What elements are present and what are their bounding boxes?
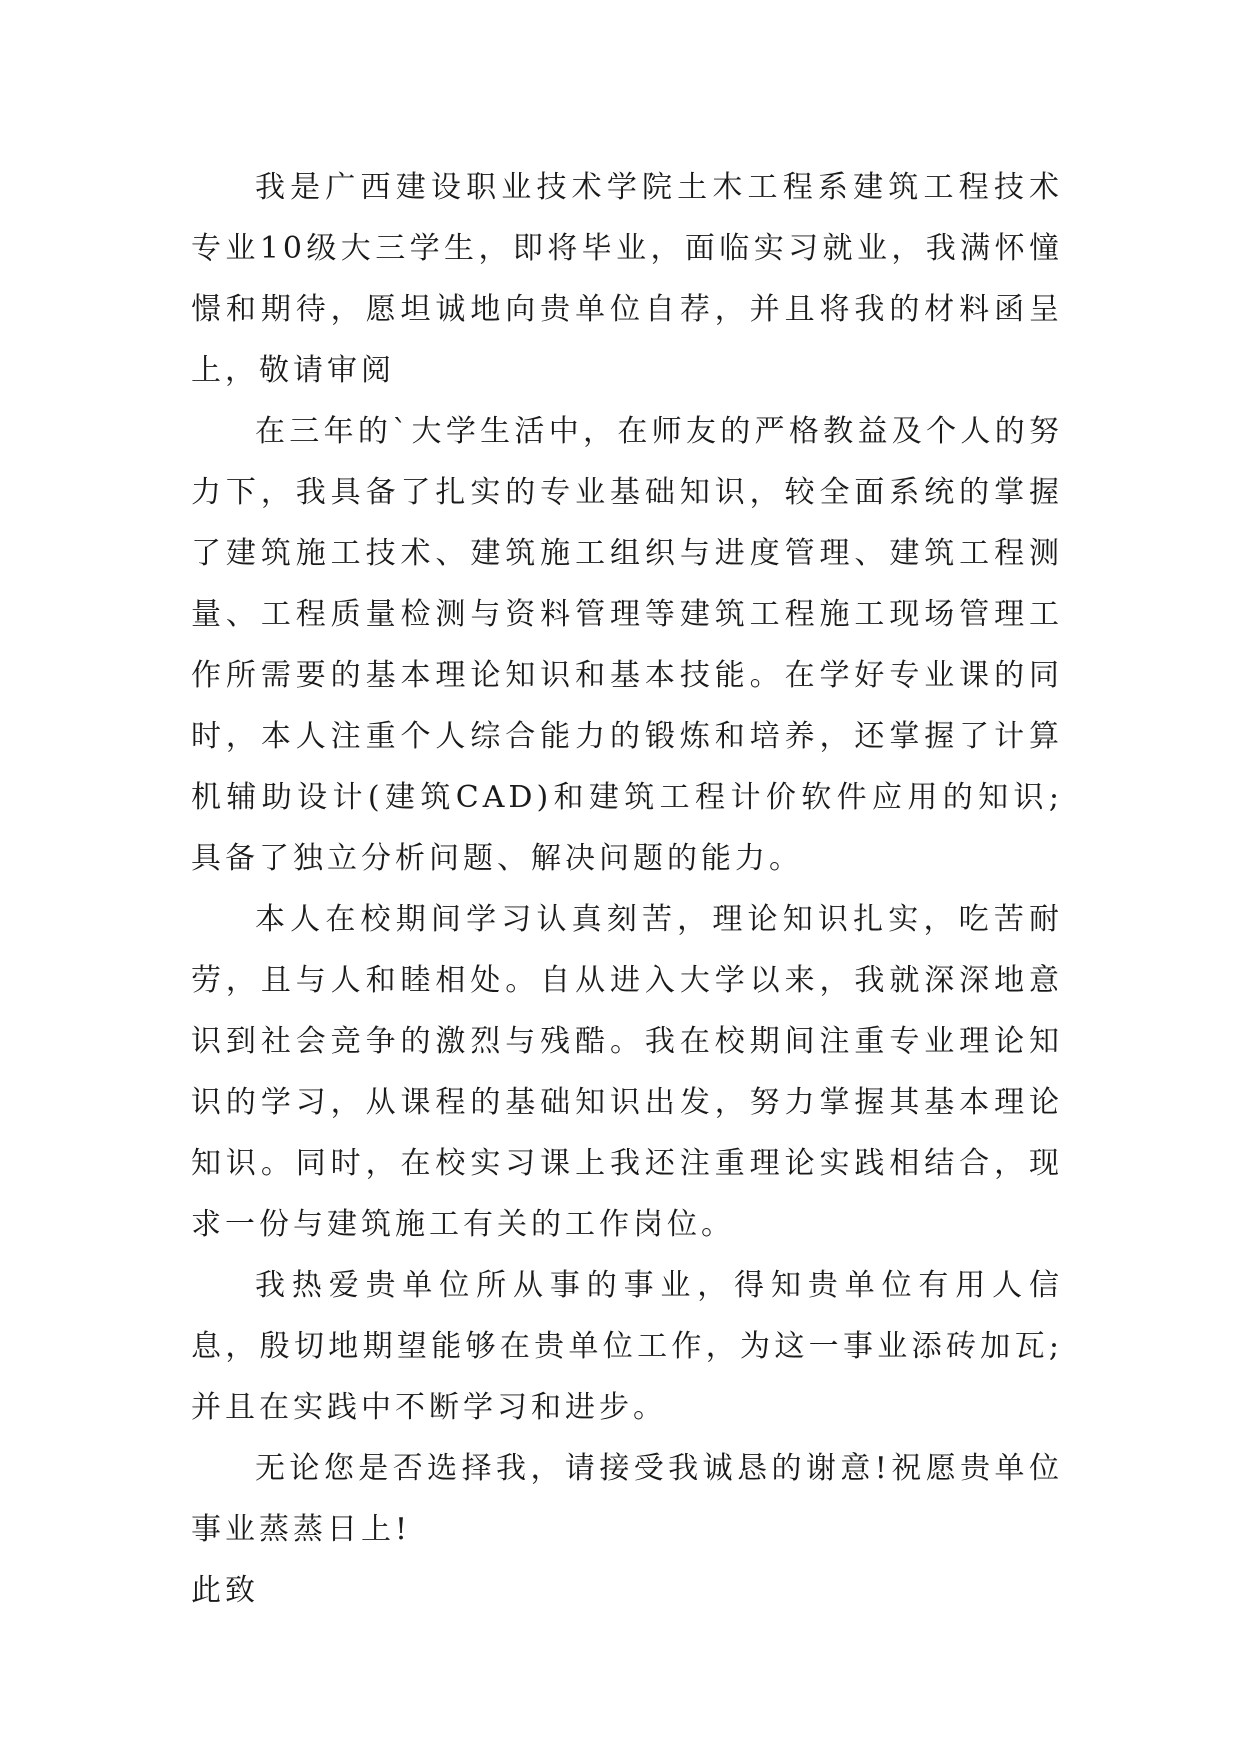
- paragraph-skills: 在三年的`大学生活中，在师友的严格教益及个人的努力下，我具备了扎实的专业基础知识，较全面系统的掌握了建筑施工技术、建筑施工组织与进度管理、建筑工程测量、工程质量检测与资料管理等建筑工程施工现场管理工作所需要的基本理论知识和基本技能。在学好专业课的同时，本人注重个人综合能力的锻炼和培养，还掌握了计算机辅助设计(建筑CAD)和建筑工程计价软件应用的知识;具备了独立分析问题、解决问题的能力。: [191, 414, 1063, 876]
- paragraph-character: 本人在校期间学习认真刻苦，理论知识扎实，吃苦耐劳，且与人和睦相处。自从进入大学以来，我就深深地意识到社会竞争的激烈与残酷。我在校期间注重专业理论知识的学习，从课程的基础知识出发，努力掌握其基本理论知识。同时，在校实习课上我还注重理论实践相结合，现求一份与建筑施工有关的工作岗位。: [191, 902, 1063, 1242]
- paragraph-motivation: 我热爱贵单位所从事的事业，得知贵单位有用人信息，殷切地期望能够在贵单位工作，为这一事业添砖加瓦;并且在实践中不断学习和进步。: [191, 1268, 1063, 1425]
- letter-body: [191, 157, 1063, 1621]
- paragraph-thanks: 无论您是否选择我，请接受我诚恳的谢意!祝愿贵单位事业蒸蒸日上!: [191, 1451, 1063, 1547]
- closing-salutation: 此致: [191, 1573, 259, 1608]
- paragraph-self-introduction: 我是广西建设职业技术学院土木工程系建筑工程技术专业10级大三学生，即将毕业，面临实习就业，我满怀憧憬和期待，愿坦诚地向贵单位自荐，并且将我的材料函呈上，敬请审阅: [191, 170, 1063, 388]
